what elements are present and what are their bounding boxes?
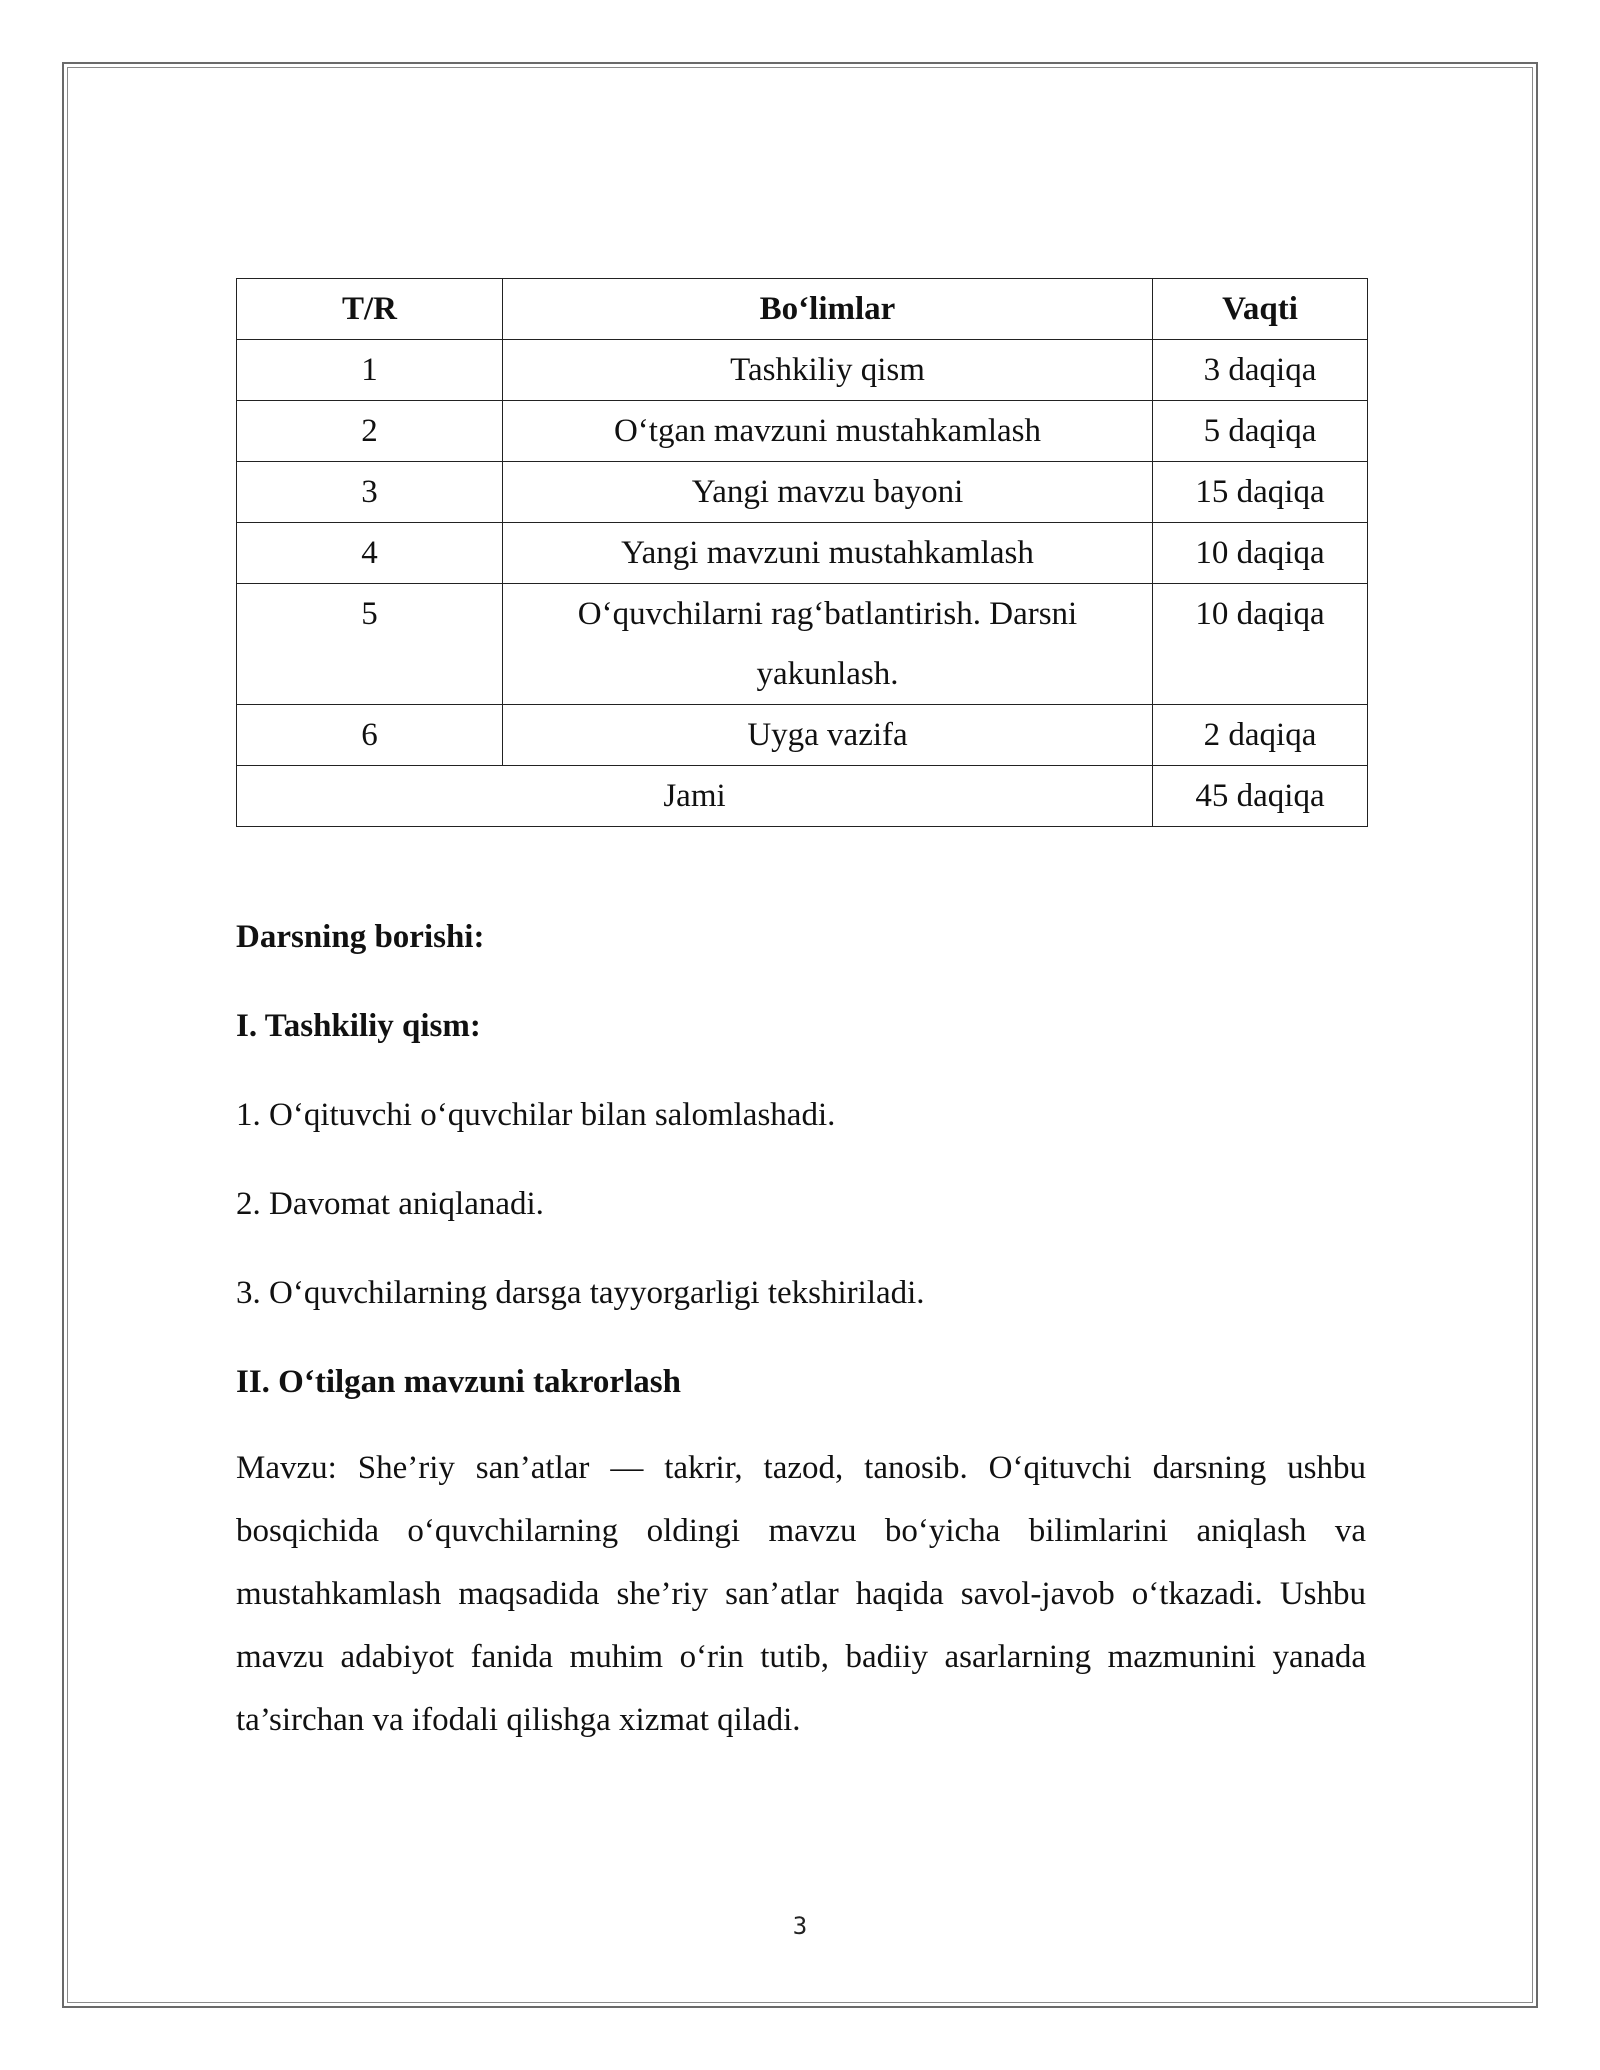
body-paragraph: Mavzu: She’riy san’atlar — takrir, tazod, tanosib. O‘qituvchi darsning ushbu bosqichida o‘quvchilarning oldingi mavzu bo‘yicha bilimlarini aniqlash va mustahkamlash maqsadida she’riy san’atlar haqida savol-javob o‘tkazadi. Ushbu mavzu adabiyot fanida muhim o‘rin tutib, badiiy asarlarning mazmunini yanada ta’sirchan va ifodali qilishga xizmat qiladi. (236, 1450, 1366, 1738)
page-number: 3 (792, 1912, 808, 1940)
step-item: 1. O‘qituvchi o‘quvchilar bilan salomlashadi. (236, 1097, 836, 1133)
total-label: Jami (237, 766, 1153, 827)
step-item: 3. O‘quvchilarning darsga tayyorgarligi tekshiriladi. (236, 1275, 925, 1311)
row-number: 5 (237, 584, 503, 705)
row-section: Uyga vazifa (503, 705, 1153, 766)
header-time: Vaqti (1153, 279, 1368, 340)
heading-lesson-progress: Darsning borishi: (236, 919, 485, 955)
row-time: 2 daqiqa (1153, 705, 1368, 766)
total-time: 45 daqiqa (1153, 766, 1368, 827)
header-tr: T/R (237, 279, 503, 340)
table-row (237, 340, 1368, 401)
header-sections: Bo‘limlar (503, 279, 1153, 340)
row-time: 15 daqiqa (1153, 462, 1368, 523)
row-number: 6 (237, 705, 503, 766)
lesson-plan-table (236, 278, 1368, 827)
row-number: 4 (237, 523, 503, 584)
row-number: 1 (237, 340, 503, 401)
row-section: Yangi mavzuni mustahkamlash (503, 523, 1153, 584)
row-section: O‘quvchilarni rag‘batlantirish. Darsni yakunlash. (503, 584, 1153, 705)
table-row (237, 401, 1368, 462)
page-content (236, 278, 1366, 1752)
row-time: 3 daqiqa (1153, 340, 1368, 401)
table-row (237, 523, 1368, 584)
heading-organizational-part: I. Tashkiliy qism: (236, 1008, 481, 1044)
row-time: 5 daqiqa (1153, 401, 1368, 462)
step-item: 2. Davomat aniqlanadi. (236, 1186, 544, 1222)
row-time: 10 daqiqa (1153, 523, 1368, 584)
row-section: Yangi mavzu bayoni (503, 462, 1153, 523)
table-row (237, 584, 1368, 705)
table-total-row (237, 766, 1368, 827)
row-time: 10 daqiqa (1153, 584, 1368, 705)
row-section: O‘tgan mavzuni mustahkamlash (503, 401, 1153, 462)
heading-review-topic: II. O‘tilgan mavzuni takrorlash (236, 1364, 681, 1400)
table-row (237, 462, 1368, 523)
table-row (237, 705, 1368, 766)
row-number: 3 (237, 462, 503, 523)
table-header-row (237, 279, 1368, 340)
row-section: Tashkiliy qism (503, 340, 1153, 401)
row-number: 2 (237, 401, 503, 462)
